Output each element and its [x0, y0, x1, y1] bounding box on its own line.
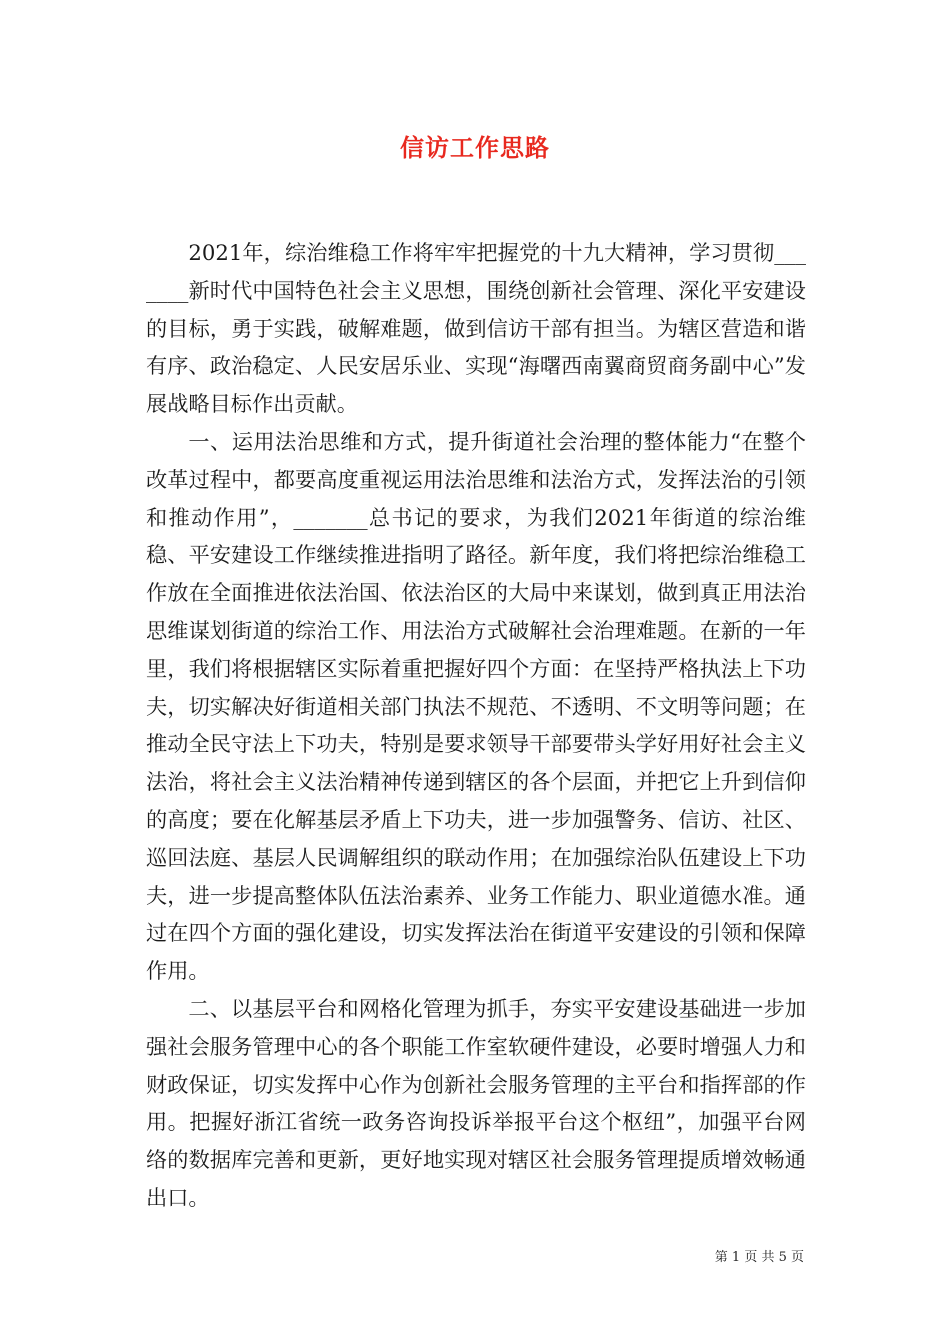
paragraph-section-2: 二、以基层平台和网格化管理为抓手，夯实平安建设基础进一步加强社会服务管理中心的各个职能工作室软硬件建设，必要时增强人力和财政保证，切实发挥中心作为创新社会服务管理的主平台和指挥部的作用。把握好浙江省统一政务咨询投诉举报平台这个枢纽”，加强平台网络的数据库完善和更新，更好地实现对辖区社会服务管理提质增效畅通出口。: [146, 995, 806, 1210]
paragraph-intro: 2021年，综治维稳工作将牢牢把握党的十九大精神，学习贯彻_______新时代中国特色社会主义思想，围绕创新社会管理、深化平安建设的目标，勇于实践，破解难题，做到信访干部有担当。为辖区营造和谐有序、政治稳定、人民安居乐业、实现“海曙西南翼商贸商务副中心”发展战略目标作出贡献。: [146, 240, 806, 417]
document-title: 信访工作思路: [400, 133, 550, 162]
page-number: 第 1 页 共 5 页: [714, 1250, 804, 1265]
paragraph-section-1: 一、运用法治思维和方式，提升街道社会治理的整体能力“在整个改革过程中，都要高度重视运用法治思维和法治方式，发挥法治的引领和推动作用”，_______总书记的要求，为我们2021年街道的综治维稳、平安建设工作继续推进指明了路径。新年度，我们将把综治维稳工作放在全面推进依法治国、依法治区的大局中来谋划，做到真正用法治思维谋划街道的综治工作、用法治方式破解社会治理难题。在新的一年里，我们将根据辖区实际着重把握好四个方面：在坚持严格执法上下功夫，切实解决好街道相关部门执法不规范、不透明、不文明等问题；在推动全民守法上下功夫，特别是要求领导干部要带头学好用好社会主义法治，将社会主义法治精神传递到辖区的各个层面，并把它上升到信仰的高度；要在化解基层矛盾上下功夫，进一步加强警务、信访、社区、巡回法庭、基层人民调解组织的联动作用；在加强综治队伍建设上下功夫，进一步提高整体队伍法治素养、业务工作能力、职业道德水准。通过在四个方面的强化建设，切实发挥法治在街道平安建设的引领和保障作用。: [146, 428, 806, 984]
document-body: [146, 234, 806, 1217]
